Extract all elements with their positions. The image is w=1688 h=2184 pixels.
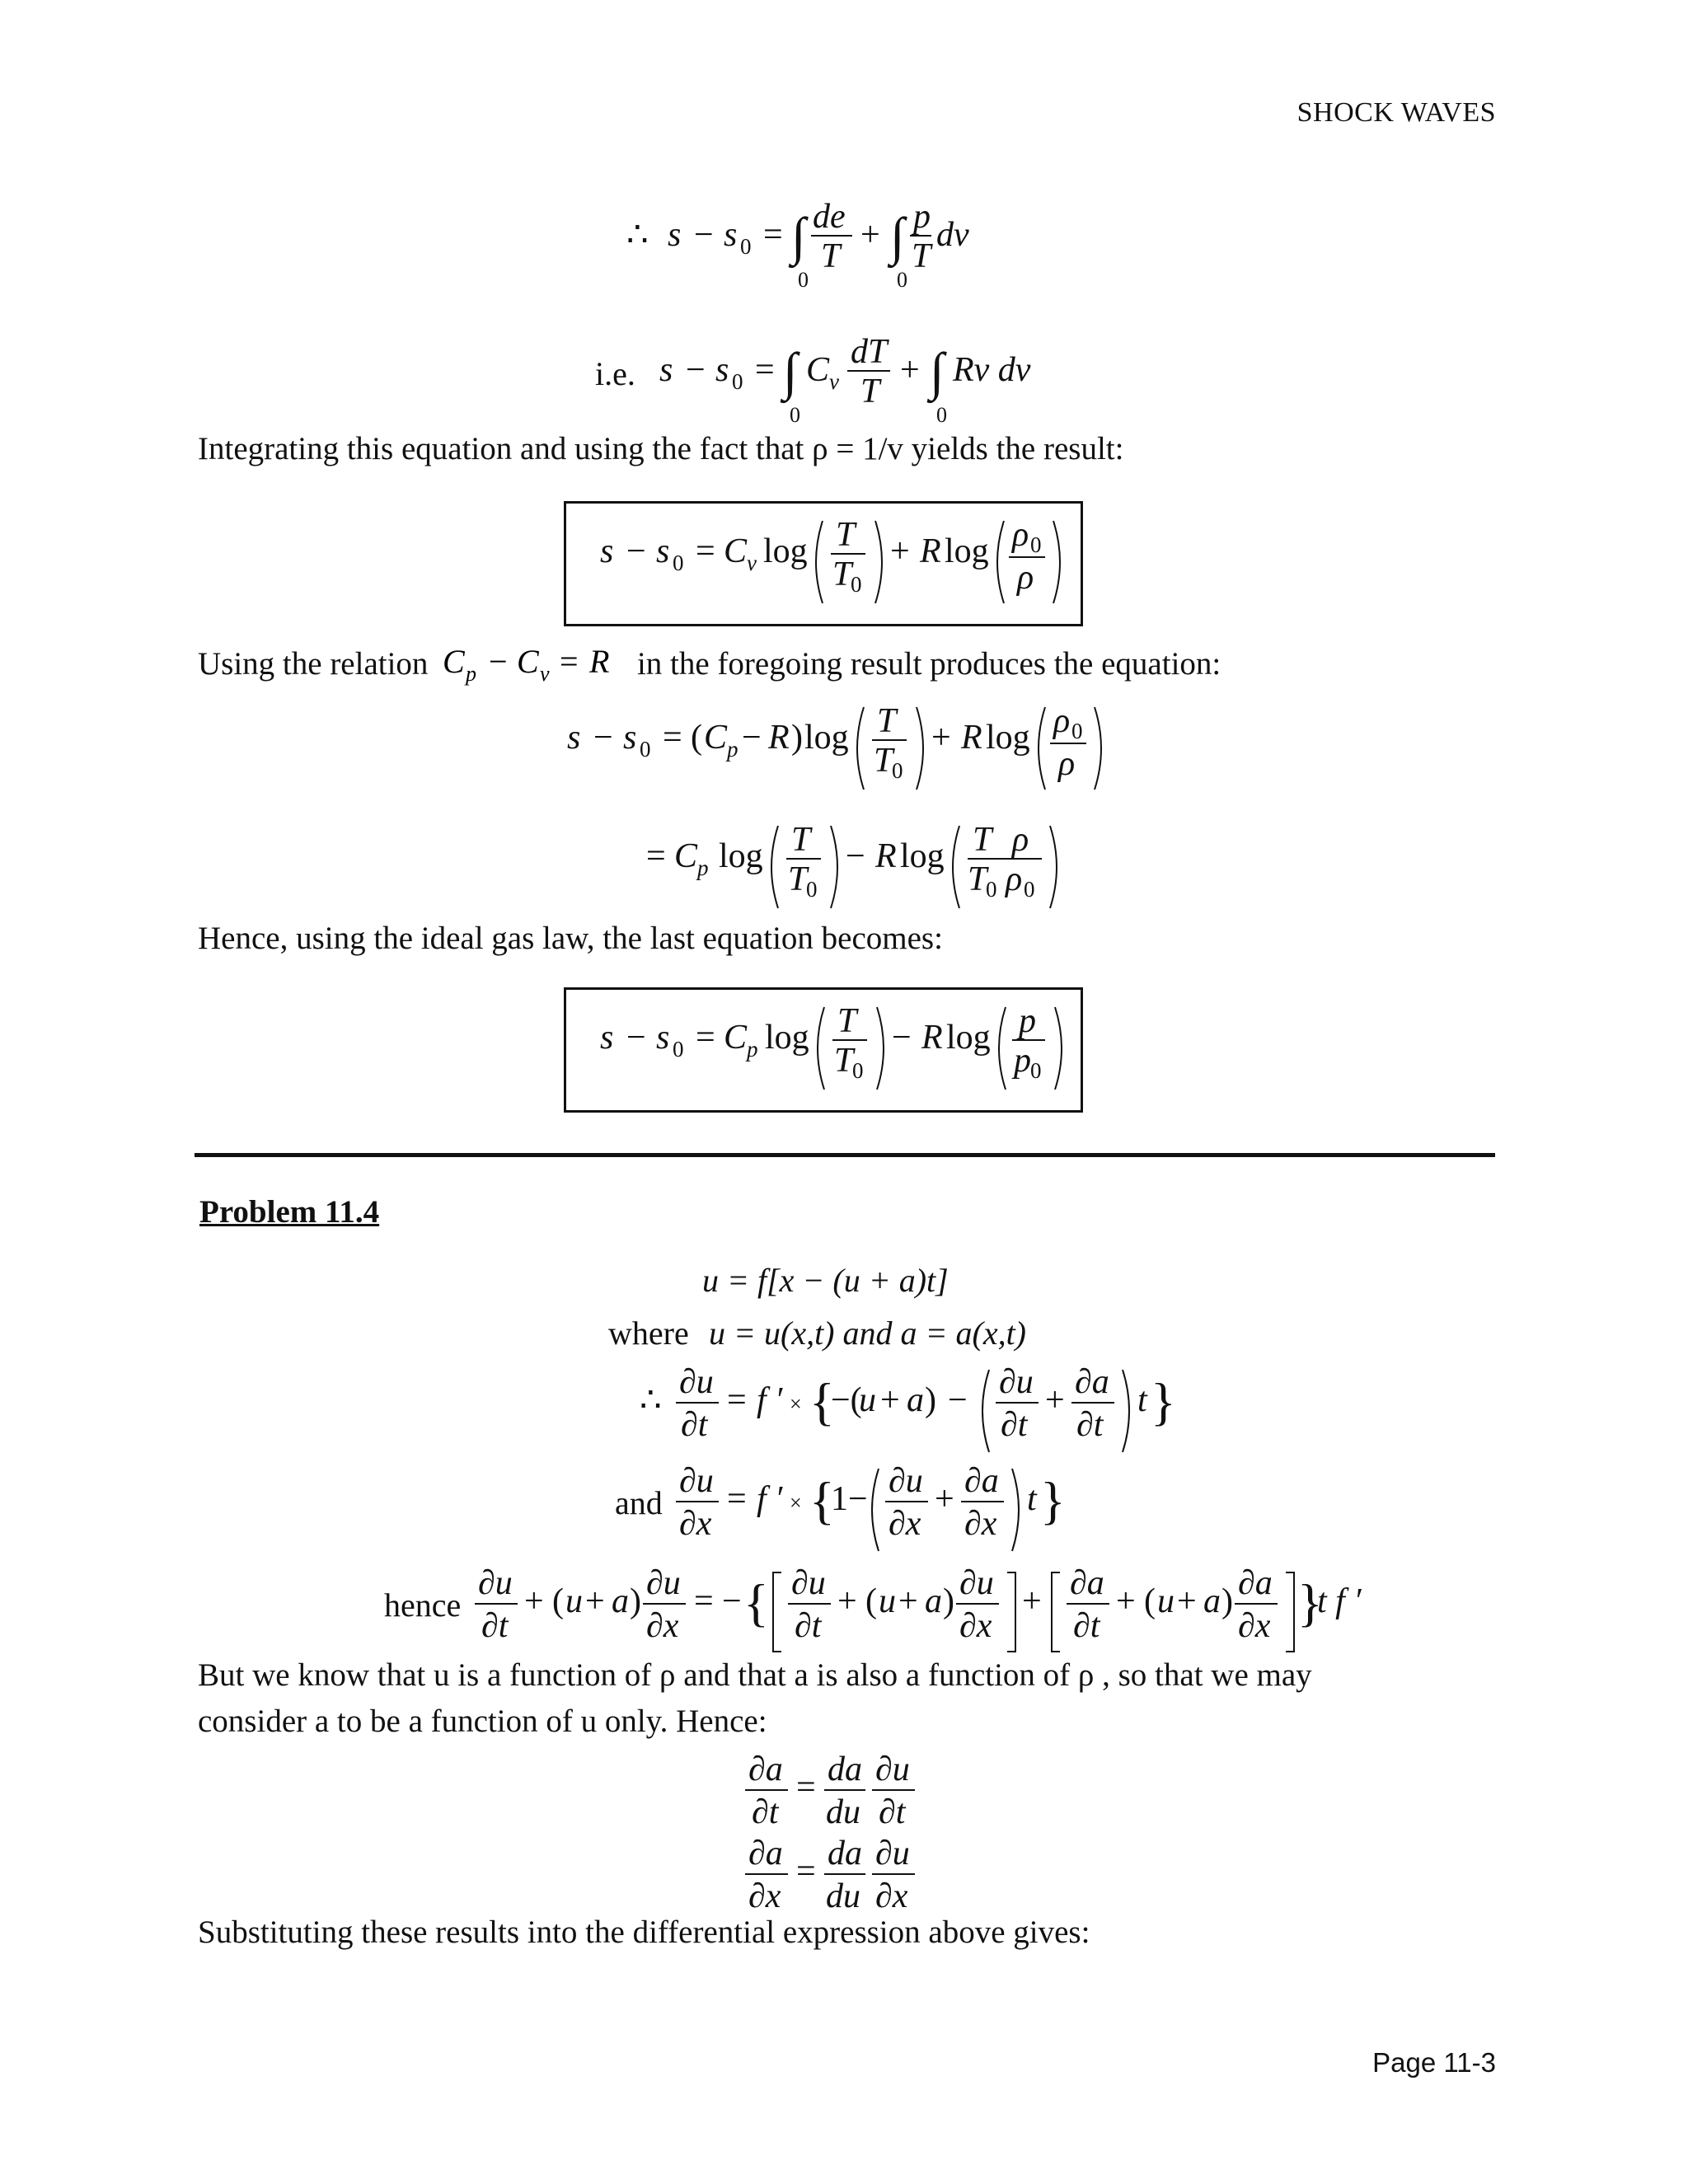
svg-text:∂a: ∂a <box>964 1462 999 1500</box>
equation-entropy-cv <box>659 333 1039 432</box>
svg-text:0: 0 <box>790 403 800 427</box>
svg-text:−(: −( <box>831 1381 862 1419</box>
svg-text:−: − <box>694 216 714 254</box>
svg-text:0: 0 <box>673 1037 684 1062</box>
svg-text:T: T <box>821 237 841 275</box>
svg-text:log: log <box>986 719 1030 757</box>
svg-text:+: + <box>1177 1582 1197 1620</box>
svg-text:+: + <box>898 1582 918 1620</box>
svg-text:0: 0 <box>1024 877 1035 902</box>
svg-text:=: = <box>696 1019 715 1057</box>
svg-text:∂t: ∂t <box>795 1607 822 1645</box>
svg-text:=: = <box>663 719 682 757</box>
svg-text:0: 0 <box>897 268 907 292</box>
svg-text:×: × <box>790 1392 802 1416</box>
equation-entropy-cv-log <box>600 511 1062 618</box>
svg-text:p: p <box>697 855 709 880</box>
svg-text:log: log <box>945 532 989 570</box>
svg-text:t: t <box>1027 1480 1037 1518</box>
svg-text:T: T <box>837 1002 857 1040</box>
svg-text:+: + <box>1022 1582 1042 1620</box>
svg-text:0: 0 <box>852 1058 864 1083</box>
svg-text:R: R <box>875 837 897 875</box>
svg-text:a: a <box>612 1582 629 1620</box>
svg-text:T: T <box>973 821 992 859</box>
svg-text:∂u: ∂u <box>646 1564 681 1602</box>
svg-text:∂a: ∂a <box>1075 1363 1109 1401</box>
svg-text:+: + <box>585 1582 605 1620</box>
svg-text:∂t: ∂t <box>1001 1406 1028 1444</box>
svg-text:u: u <box>879 1582 896 1620</box>
svg-text:∂u: ∂u <box>875 1835 910 1872</box>
svg-text:0: 0 <box>1071 719 1083 743</box>
page-number: Page 11-3 <box>1372 2047 1496 2078</box>
svg-text:u: u <box>1157 1582 1175 1620</box>
hence-label: hence <box>384 1586 462 1624</box>
svg-text:=: = <box>763 216 783 254</box>
svg-text:t f ′: t f ′ <box>1317 1582 1362 1620</box>
svg-text:T: T <box>832 555 852 593</box>
svg-text:p: p <box>727 737 738 762</box>
svg-text:): ) <box>630 1582 641 1620</box>
svg-text:∫: ∫ <box>791 207 806 265</box>
svg-text:∫: ∫ <box>783 342 798 401</box>
svg-text:+: + <box>935 1480 954 1518</box>
svg-text:log: log <box>804 719 849 757</box>
equation-combined-derivatives <box>475 1561 1612 1660</box>
svg-text:=: = <box>755 351 775 389</box>
svg-text:}: } <box>1040 1471 1066 1530</box>
svg-text:=: = <box>727 1381 747 1419</box>
svg-text:f ′: f ′ <box>757 1480 783 1518</box>
svg-text:∂u: ∂u <box>679 1462 714 1500</box>
svg-text:(: ( <box>1144 1582 1156 1620</box>
svg-text:∂x: ∂x <box>964 1505 997 1543</box>
svg-text:Rv dv: Rv dv <box>953 351 1031 389</box>
ie-label: i.e. <box>595 355 635 392</box>
svg-text:}: } <box>1297 1573 1323 1632</box>
svg-text:∫: ∫ <box>930 342 945 401</box>
svg-text:R: R <box>921 1019 943 1057</box>
section-divider <box>195 1153 1495 1157</box>
svg-text:T: T <box>912 237 931 275</box>
svg-text:+: + <box>1045 1381 1065 1419</box>
paragraph-substituting: Substituting these results into the differential expression above gives: <box>198 1915 1090 1950</box>
svg-text:∂u: ∂u <box>999 1363 1034 1401</box>
svg-text:R: R <box>961 719 982 757</box>
svg-text:C: C <box>704 719 728 757</box>
equation-da-dx-chain <box>745 1831 943 1922</box>
svg-text:0: 0 <box>740 234 752 259</box>
relation-suffix: in the foregoing result produces the equation: <box>636 646 1221 682</box>
svg-text:∂u: ∂u <box>889 1462 923 1500</box>
svg-text:(: ( <box>691 719 702 757</box>
svg-text:T: T <box>874 742 893 780</box>
equation-u-definition: u = f[x − (u + a)t] <box>702 1262 949 1299</box>
svg-text:s: s <box>567 719 581 757</box>
svg-text:T: T <box>968 860 987 898</box>
svg-text:s: s <box>724 216 738 254</box>
svg-text:−: − <box>686 351 706 389</box>
svg-text:=: = <box>796 1853 816 1891</box>
paragraph-integrating: Integrating this equation and using the fact that ρ = 1/v yields the result: <box>198 431 1124 466</box>
svg-text:∂u: ∂u <box>791 1564 826 1602</box>
svg-text:p: p <box>1014 1042 1031 1080</box>
svg-text:log: log <box>946 1019 991 1057</box>
svg-text:∂u: ∂u <box>478 1564 513 1602</box>
svg-text:−: − <box>742 719 762 757</box>
svg-text:0: 0 <box>851 572 862 597</box>
svg-text:du: du <box>826 1793 860 1831</box>
svg-text:ρ: ρ <box>1053 702 1071 740</box>
svg-text:∂u: ∂u <box>959 1564 994 1602</box>
svg-text:s: s <box>656 532 670 570</box>
svg-text:log: log <box>900 837 945 875</box>
svg-text:0: 0 <box>1030 1058 1042 1083</box>
svg-text:s: s <box>600 532 614 570</box>
svg-text:0: 0 <box>798 268 809 292</box>
svg-text:∂a: ∂a <box>748 1835 783 1872</box>
svg-text:−: − <box>489 643 508 680</box>
svg-text:log: log <box>719 837 763 875</box>
svg-text:∂t: ∂t <box>879 1793 906 1831</box>
svg-text:∂a: ∂a <box>1238 1564 1273 1602</box>
svg-text:0: 0 <box>806 877 818 902</box>
svg-text:+: + <box>860 216 880 254</box>
svg-text:∂t: ∂t <box>1076 1406 1104 1444</box>
svg-text:∂u: ∂u <box>679 1363 714 1401</box>
svg-text:s: s <box>668 216 682 254</box>
svg-text:a: a <box>925 1582 942 1620</box>
svg-text:R: R <box>589 643 610 680</box>
svg-text:∂x: ∂x <box>959 1607 992 1645</box>
svg-text:0: 0 <box>640 737 651 762</box>
svg-text:ρ: ρ <box>1006 860 1023 898</box>
svg-text:C: C <box>517 643 539 680</box>
svg-text:): ) <box>791 719 803 757</box>
equation-entropy-cp-pressure <box>600 997 1062 1104</box>
svg-text:=: = <box>727 1480 747 1518</box>
svg-text:∫: ∫ <box>890 207 905 265</box>
equation-entropy-cp-form <box>646 816 1075 923</box>
svg-text:−: − <box>626 1019 646 1057</box>
and-label: and <box>615 1484 663 1521</box>
svg-text:s: s <box>659 351 673 389</box>
svg-text:): ) <box>1221 1582 1233 1620</box>
svg-text:+: + <box>837 1582 857 1620</box>
paragraph-function-of-rho-1: But we know that u is a function of ρ and that a is also a function of ρ , so that we may <box>198 1657 1312 1693</box>
svg-text:du: du <box>826 1877 860 1915</box>
svg-text:+: + <box>900 351 920 389</box>
svg-text:s: s <box>656 1019 670 1057</box>
svg-text:0: 0 <box>732 369 743 394</box>
svg-text:=: = <box>696 532 715 570</box>
svg-text:v: v <box>829 369 839 394</box>
svg-text:−: − <box>892 1019 912 1057</box>
running-header: SHOCK WAVES <box>1296 97 1496 128</box>
svg-text:T: T <box>836 516 856 554</box>
svg-text:{: { <box>809 1372 835 1431</box>
equation-where-definitions: u = u(x,t) and a = a(x,t) <box>709 1315 1026 1352</box>
svg-text:0: 0 <box>936 403 947 427</box>
svg-text:+: + <box>1116 1582 1136 1620</box>
svg-text:ρ: ρ <box>1017 559 1034 597</box>
svg-text:C: C <box>806 351 830 389</box>
svg-text:=: = <box>646 837 666 875</box>
svg-text:(: ( <box>552 1582 564 1620</box>
svg-text:}: } <box>1151 1372 1176 1431</box>
svg-text:C: C <box>724 1019 748 1057</box>
svg-text:∂a: ∂a <box>1070 1564 1104 1602</box>
svg-text:+: + <box>524 1582 544 1620</box>
svg-text:): ) <box>925 1381 936 1419</box>
svg-text:p: p <box>466 662 477 686</box>
svg-text:t: t <box>1137 1381 1147 1419</box>
svg-text:∂x: ∂x <box>889 1505 921 1543</box>
svg-text:T: T <box>860 373 880 410</box>
svg-text:s: s <box>715 351 729 389</box>
svg-text:−: − <box>626 532 646 570</box>
svg-text:0: 0 <box>986 877 997 902</box>
svg-text:dv: dv <box>936 216 969 254</box>
svg-text:∂x: ∂x <box>646 1607 679 1645</box>
svg-text:dT: dT <box>851 333 888 371</box>
svg-text:v: v <box>747 551 757 575</box>
svg-text:C: C <box>724 532 748 570</box>
svg-text:∂x: ∂x <box>875 1877 908 1915</box>
svg-text:∂x: ∂x <box>748 1877 781 1915</box>
svg-text:−: − <box>593 719 613 757</box>
svg-text:T: T <box>877 702 897 740</box>
svg-text:a: a <box>1203 1582 1221 1620</box>
svg-text:u: u <box>859 1381 876 1419</box>
svg-text:(: ( <box>865 1582 877 1620</box>
svg-text:R: R <box>920 532 941 570</box>
equation-du-dx <box>676 1459 1066 1558</box>
svg-text:de: de <box>813 198 846 236</box>
svg-text:T: T <box>791 821 811 859</box>
svg-text:log: log <box>765 1019 809 1057</box>
svg-text:=: = <box>560 643 579 680</box>
where-label: where <box>608 1315 689 1352</box>
svg-text:∂t: ∂t <box>481 1607 509 1645</box>
svg-text:ρ: ρ <box>1012 821 1029 859</box>
svg-text:0: 0 <box>673 551 684 575</box>
svg-text:da: da <box>828 1750 862 1788</box>
svg-text:+: + <box>880 1381 900 1419</box>
svg-text:da: da <box>828 1835 862 1872</box>
equation-du-dt <box>640 1360 1176 1459</box>
svg-text:∂u: ∂u <box>875 1750 910 1788</box>
svg-text:∴: ∴ <box>640 1381 662 1419</box>
svg-text:∂t: ∂t <box>1073 1607 1100 1645</box>
svg-text:×: × <box>790 1491 802 1515</box>
svg-text:ρ: ρ <box>1012 516 1029 554</box>
svg-text:∂x: ∂x <box>1238 1607 1271 1645</box>
svg-text:ρ: ρ <box>1058 745 1076 783</box>
equation-entropy-cp-minus-r <box>567 697 1095 804</box>
svg-text:v: v <box>540 662 550 686</box>
svg-text:0: 0 <box>892 758 903 783</box>
svg-text:+: + <box>890 532 910 570</box>
svg-text:p: p <box>1019 1002 1036 1040</box>
svg-text:+: + <box>931 719 951 757</box>
svg-text:f ′: f ′ <box>757 1381 783 1419</box>
svg-text:=: = <box>694 1582 714 1620</box>
equation-cp-cv-relation <box>443 641 622 686</box>
paragraph-function-of-rho-2: consider a to be a function of u only. Hence: <box>198 1704 767 1739</box>
svg-text:=: = <box>796 1769 816 1807</box>
svg-text:∂x: ∂x <box>679 1505 712 1543</box>
svg-text:s: s <box>600 1019 614 1057</box>
relation-prefix: Using the relation <box>198 646 429 682</box>
svg-text:C: C <box>443 643 465 680</box>
svg-text:−: − <box>722 1582 742 1620</box>
svg-text:−: − <box>948 1381 968 1419</box>
svg-text:0: 0 <box>1030 532 1042 557</box>
paragraph-ideal-gas: Hence, using the ideal gas law, the last equation becomes: <box>198 921 943 956</box>
svg-text:p: p <box>913 198 931 236</box>
svg-text:u: u <box>565 1582 583 1620</box>
equation-da-dt-chain <box>745 1747 943 1838</box>
svg-text:−: − <box>846 837 865 875</box>
svg-text:log: log <box>763 532 808 570</box>
svg-text:T: T <box>834 1042 854 1080</box>
paragraph-using-relation <box>198 641 1221 687</box>
svg-text:1−: 1− <box>831 1480 868 1518</box>
svg-text:C: C <box>674 837 698 875</box>
svg-text:R: R <box>768 719 790 757</box>
svg-text:s: s <box>623 719 637 757</box>
svg-text:p: p <box>747 1037 758 1062</box>
problem-heading: Problem 11.4 <box>199 1194 380 1230</box>
svg-text:{: { <box>743 1573 769 1632</box>
svg-text:∴: ∴ <box>626 216 649 254</box>
svg-text:∂t: ∂t <box>681 1406 708 1444</box>
svg-text:a: a <box>907 1381 924 1419</box>
svg-text:∂t: ∂t <box>752 1793 779 1831</box>
equation-entropy-integral <box>626 198 973 297</box>
svg-text:∂a: ∂a <box>748 1750 783 1788</box>
svg-text:{: { <box>809 1471 835 1530</box>
svg-text:): ) <box>943 1582 954 1620</box>
svg-text:T: T <box>788 860 808 898</box>
